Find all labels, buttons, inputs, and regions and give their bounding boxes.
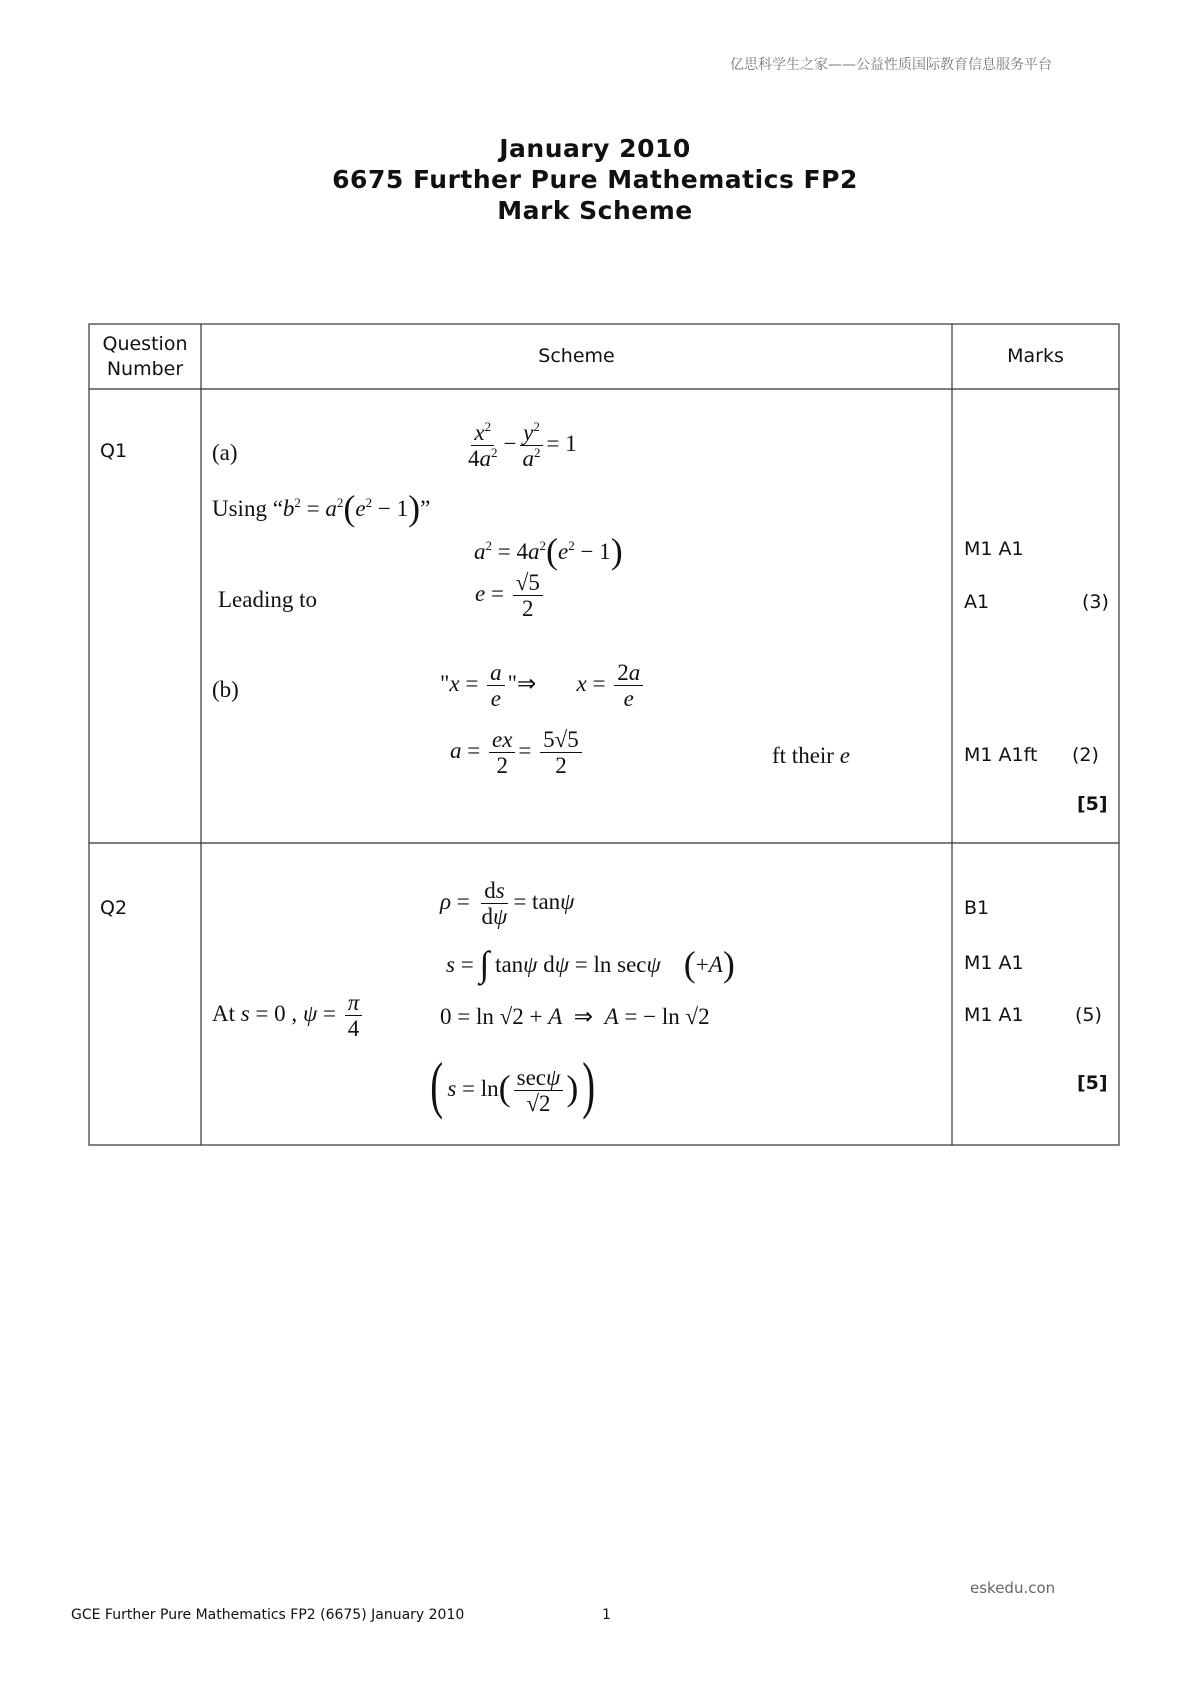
q1-part-b-total: (2) (1072, 744, 1099, 766)
footer-page-number: 1 (602, 1607, 611, 1623)
q1-number: Q1 (100, 440, 128, 462)
q1-total: [5] (1077, 793, 1108, 815)
page-title-scheme: Mark Scheme (497, 196, 693, 225)
q1-eccentricity: e = $\frac{√5}{2}$ (475, 570, 546, 622)
q1-using-line: Using “$b^2 = a^2(e^2 - 1)$” (212, 488, 431, 528)
page-title-paper: 6675 Further Pure Mathematics FP2 (332, 165, 858, 194)
q1-ft-note-text: ft their (772, 743, 834, 768)
q1-part-a-total: (3) (1082, 591, 1109, 613)
q1-part-b-label: (b) (212, 677, 239, 702)
q1-marks-m1a1: M1 A1 (964, 538, 1024, 560)
footer-document-title: GCE Further Pure Mathematics FP2 (6675) January 2010 (71, 1607, 465, 1623)
header-scheme: Scheme (538, 345, 615, 367)
watermark-header: 亿思科学生之家——公益性质国际教育信息服务平台 (730, 57, 1052, 73)
q2-boundary-condition: At s = 0 , ψ = $\frac{\pi}{4}$ (212, 990, 365, 1042)
page-title-date: January 2010 (499, 134, 691, 163)
q1-marks-a1: A1 (964, 591, 990, 613)
footer-site-watermark: eskedu.con (970, 1579, 1056, 1597)
q1-substitution: $a^2 = 4a^2(e^2 - 1)$ (474, 531, 623, 571)
q2-marks-b1: B1 (964, 897, 990, 919)
q1-distance: a = $\frac{ex}{2}$ = $\frac{5√5}{2}$ (450, 727, 585, 779)
q2-rho-equation: ρ = $\frac{ds}{d\psi}$ = tanψ (440, 878, 575, 930)
q1-leading-to: Leading to (218, 587, 317, 612)
q1-directrix: "x = $\frac{a}{e}$ "⇒ x = $\frac{2a}{e}$ (440, 660, 646, 712)
q2-final-result: ( s = ln( $\frac{\sec\psi}{√2}$ )) (430, 1049, 596, 1120)
q2-marks-m1a1-second: M1 A1 (964, 1004, 1024, 1026)
q1-ft-note: ft their e (772, 743, 850, 768)
q2-number: Q2 (100, 897, 128, 919)
q1-using-label: Using (212, 496, 267, 521)
q2-total: [5] (1077, 1072, 1108, 1094)
header-question-number: Question Number (102, 333, 188, 380)
q2-constant: 0 = ln √2 + A ⇒ A = − ln √2 (440, 1004, 710, 1029)
q1-hyperbola-equation: $\frac{x^2}{4a^2}$ − $\frac{y^2}{a^2}$ = 1 (468, 419, 577, 472)
q2-subtotal: (5) (1075, 1004, 1102, 1026)
header-marks: Marks (1007, 345, 1064, 367)
q2-at-label: At (212, 1001, 235, 1027)
q1-part-a-label: (a) (212, 440, 238, 465)
q2-integral: s = ∫ tanψ dψ = ln secψ (+A) (446, 944, 735, 984)
q2-marks-m1a1-first: M1 A1 (964, 952, 1024, 974)
q1-marks-m1a1ft: M1 A1ft (964, 744, 1038, 766)
